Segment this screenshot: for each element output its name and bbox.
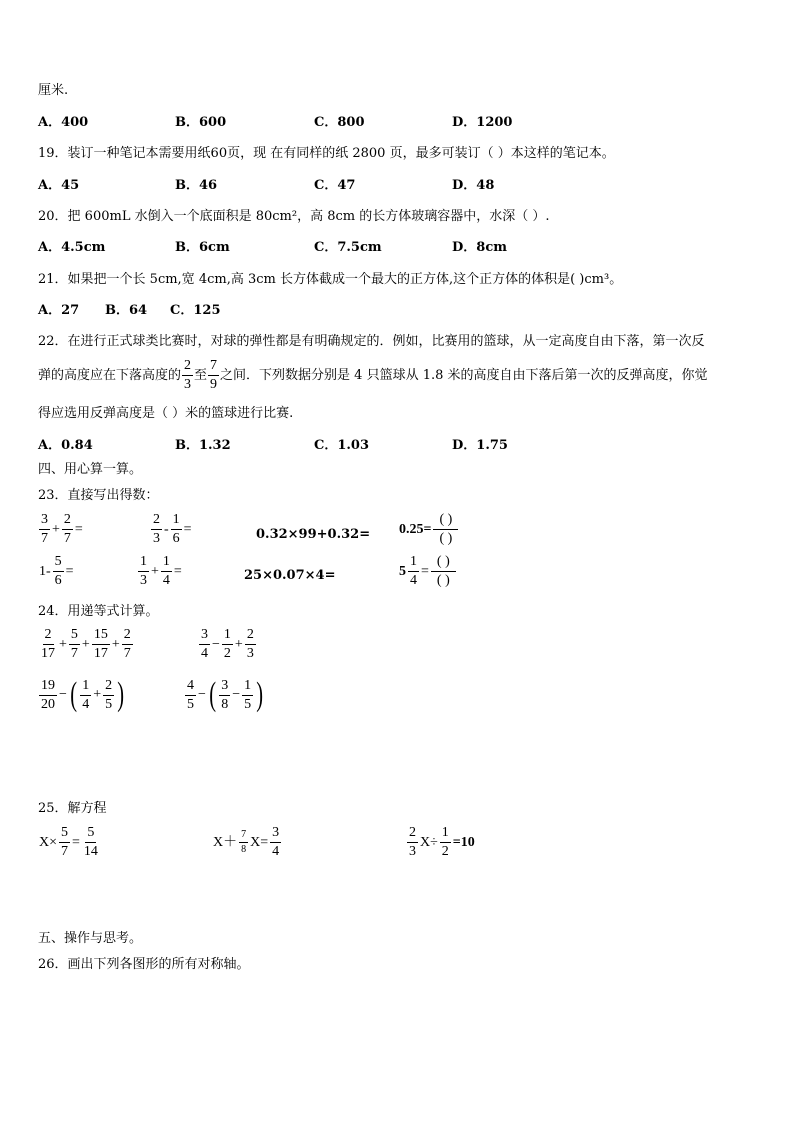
denominator: 3 bbox=[140, 573, 147, 588]
numerator: 2 bbox=[62, 513, 73, 530]
numerator: 1 bbox=[138, 555, 149, 572]
fraction bbox=[219, 679, 230, 712]
q20-option-b: B．6cm bbox=[175, 240, 230, 255]
operator: + bbox=[81, 636, 90, 652]
section-4-heading: 四、用心算一算。 bbox=[38, 462, 143, 477]
question-26: 26．画出下列各图形的所有对称轴。 bbox=[38, 957, 250, 972]
q23-item-f bbox=[137, 555, 183, 588]
q22-fraction-two-thirds bbox=[182, 359, 193, 392]
numerator: 2 bbox=[407, 826, 418, 843]
fraction bbox=[103, 679, 114, 712]
operator: − bbox=[212, 636, 220, 652]
numerator: 5 bbox=[59, 826, 70, 843]
denominator: 4 bbox=[201, 646, 208, 661]
numerator: 7 bbox=[239, 830, 248, 843]
numerator: 7 bbox=[208, 359, 219, 376]
fraction bbox=[407, 826, 418, 859]
question-20: 20．把 600mL 水倒入一个底面积是 80cm²，高 8cm 的长方体玻璃容器中，水深（ ）. bbox=[38, 209, 550, 224]
q25-equation-a bbox=[38, 826, 101, 859]
denominator: 4 bbox=[162, 573, 170, 588]
numerator: 1 bbox=[408, 555, 419, 572]
fraction bbox=[242, 679, 253, 712]
question-19: 19．装订一种笔记本需要用纸60页，现 在有同样的纸 2800 页，最多可装订（ ）本这样的笔记本。 bbox=[38, 146, 615, 161]
q18-option-b: B．600 bbox=[175, 115, 227, 130]
question-24: 24．用递等式计算。 bbox=[38, 604, 159, 619]
q22-text-b: 之间．下列数据分别是 4 只篮球从 1.8 米的高度自由下落后第一次的反弹高度，你觉 bbox=[220, 368, 708, 383]
numerator: 1 bbox=[242, 679, 253, 696]
denominator: 2 bbox=[441, 844, 449, 859]
denominator: 5 bbox=[244, 696, 252, 712]
question-22-line-3: 得应选用反弹高度是（ ）米的篮球进行比赛. bbox=[38, 406, 294, 421]
numerator: 5 bbox=[69, 628, 80, 645]
fraction bbox=[199, 628, 210, 661]
q20-option-d: D．8cm bbox=[452, 240, 507, 255]
fraction bbox=[59, 826, 70, 859]
numerator: 15 bbox=[92, 628, 110, 645]
question-25: 25．解方程 bbox=[38, 801, 107, 816]
numerator: 1 bbox=[80, 679, 91, 696]
operator: + bbox=[111, 636, 120, 652]
denominator-blank: ( ) bbox=[439, 531, 453, 546]
whole-part: 5 bbox=[399, 563, 406, 579]
lead: X＋ bbox=[213, 834, 238, 850]
q22-option-a: A．0.84 bbox=[38, 438, 93, 453]
lead: X× bbox=[39, 834, 58, 850]
denominator: 6 bbox=[172, 531, 180, 546]
q19-option-d: D．48 bbox=[452, 178, 495, 193]
q22-option-b: B．1.32 bbox=[175, 438, 231, 453]
middle: X÷ bbox=[420, 834, 438, 850]
equals: = bbox=[173, 563, 182, 579]
numerator: 2 bbox=[151, 513, 162, 530]
fraction bbox=[39, 679, 57, 712]
q23-item-c: 0.32×99+0.32= bbox=[256, 527, 371, 542]
numerator: 1 bbox=[440, 826, 451, 843]
denominator: 7 bbox=[70, 646, 78, 661]
equals: = bbox=[72, 834, 80, 850]
numerator: 4 bbox=[185, 679, 196, 696]
q18-option-a: A．400 bbox=[38, 115, 89, 130]
denominator: 4 bbox=[82, 696, 90, 712]
equals: = bbox=[74, 521, 83, 537]
numerator: 2 bbox=[43, 628, 54, 645]
fraction bbox=[39, 628, 57, 661]
denominator: 3 bbox=[153, 531, 160, 546]
question-23: 23．直接写出得数： bbox=[38, 488, 159, 503]
operator: − bbox=[198, 687, 206, 702]
q21-option-b: B．64 bbox=[105, 303, 148, 318]
denominator: 6 bbox=[54, 573, 62, 588]
fraction bbox=[161, 555, 172, 588]
fraction bbox=[239, 830, 248, 855]
equals: = bbox=[421, 563, 429, 579]
left-paren: ( bbox=[209, 676, 216, 713]
equals: = bbox=[65, 563, 74, 579]
operator: + bbox=[151, 563, 159, 579]
middle: X= bbox=[250, 834, 269, 850]
denominator: 4 bbox=[410, 573, 417, 588]
denominator: 3 bbox=[184, 377, 192, 392]
section-5-heading: 五、操作与思考。 bbox=[38, 931, 143, 946]
numerator: 19 bbox=[39, 679, 57, 696]
equals: = bbox=[183, 521, 192, 537]
denominator: 7 bbox=[61, 844, 69, 859]
numerator: 5 bbox=[85, 826, 96, 843]
q18-option-d: D．1200 bbox=[452, 115, 513, 130]
denominator: 7 bbox=[63, 531, 71, 546]
lead: 1- bbox=[39, 563, 51, 579]
question-22-line-2 bbox=[38, 356, 708, 396]
left-paren: ( bbox=[70, 676, 77, 713]
fraction bbox=[62, 513, 73, 546]
fraction bbox=[82, 826, 100, 859]
numerator: 2 bbox=[245, 628, 256, 645]
numerator-blank: ( ) bbox=[433, 513, 458, 530]
numerator: 2 bbox=[182, 359, 193, 376]
fraction bbox=[138, 555, 149, 588]
numerator: 2 bbox=[122, 628, 133, 645]
operator: - bbox=[164, 521, 169, 537]
fraction bbox=[92, 628, 110, 661]
numerator: 3 bbox=[199, 628, 210, 645]
fraction bbox=[80, 679, 91, 712]
q24-item-b bbox=[198, 628, 257, 661]
operator: − bbox=[232, 687, 241, 702]
numerator: 1 bbox=[222, 628, 233, 645]
denominator: 20 bbox=[41, 696, 55, 712]
lead: 0.25= bbox=[399, 521, 432, 537]
blank-fraction bbox=[431, 555, 456, 588]
right-paren: ) bbox=[256, 676, 264, 713]
operator: + bbox=[52, 521, 60, 537]
q24-item-c bbox=[38, 678, 126, 712]
blank-fraction bbox=[433, 513, 458, 546]
q20-option-c: C．7.5cm bbox=[314, 240, 382, 255]
q21-option-c: C．125 bbox=[170, 303, 221, 318]
numerator: 1 bbox=[171, 513, 182, 530]
denominator: 14 bbox=[83, 844, 98, 859]
denominator: 17 bbox=[93, 646, 108, 661]
q23-item-g: 25×0.07×4= bbox=[244, 568, 336, 583]
fraction bbox=[69, 628, 80, 661]
fraction bbox=[270, 826, 281, 859]
numerator: 3 bbox=[39, 513, 50, 530]
denominator: 17 bbox=[41, 646, 55, 661]
denominator: 5 bbox=[105, 696, 113, 712]
numerator: 2 bbox=[103, 679, 114, 696]
q23-item-e bbox=[38, 555, 75, 588]
q22-fraction-seven-ninths bbox=[208, 359, 219, 392]
fraction bbox=[185, 679, 196, 712]
fraction bbox=[122, 628, 133, 661]
q22-text-a: 弹的高度应在下落高度的 bbox=[38, 368, 182, 383]
q19-option-a: A．45 bbox=[38, 178, 80, 193]
q19-option-b: B．46 bbox=[175, 178, 218, 193]
fraction bbox=[440, 826, 451, 859]
q23-item-a bbox=[38, 513, 84, 546]
denominator: 5 bbox=[187, 696, 194, 712]
denominator-blank: ( ) bbox=[436, 573, 450, 588]
denominator: 3 bbox=[409, 844, 416, 859]
fraction bbox=[245, 628, 256, 661]
denominator: 8 bbox=[241, 844, 247, 855]
operator: + bbox=[59, 636, 67, 652]
q24-item-a bbox=[38, 628, 134, 661]
right-paren: ) bbox=[117, 676, 125, 713]
q25-equation-c bbox=[406, 826, 476, 859]
denominator: 2 bbox=[223, 646, 231, 661]
q24-item-d bbox=[184, 678, 265, 712]
q23-item-b bbox=[150, 513, 193, 546]
numerator: 3 bbox=[270, 826, 281, 843]
denominator: 3 bbox=[246, 646, 254, 661]
fraction bbox=[151, 513, 162, 546]
question-22-line-1: 22．在进行正式球类比赛时，对球的弹性都是有明确规定的．例如，比赛用的篮球，从一定高度自由下落，第一次反 bbox=[38, 334, 705, 349]
numerator: 3 bbox=[219, 679, 230, 696]
fraction bbox=[39, 513, 50, 546]
q23-item-h bbox=[398, 555, 457, 588]
denominator: 4 bbox=[272, 844, 280, 859]
q19-option-c: C．47 bbox=[314, 178, 356, 193]
denominator: 7 bbox=[123, 646, 131, 661]
q21-option-a: A．27 bbox=[38, 303, 80, 318]
q25-equation-b bbox=[212, 826, 282, 859]
denominator: 8 bbox=[221, 696, 229, 712]
fraction bbox=[408, 555, 419, 588]
q22-option-c: C．1.03 bbox=[314, 438, 370, 453]
denominator: 9 bbox=[210, 377, 218, 392]
fraction bbox=[53, 555, 64, 588]
operator: + bbox=[234, 636, 243, 652]
q22-text-mid: 至 bbox=[194, 368, 208, 383]
q20-option-a: A．4.5cm bbox=[38, 240, 106, 255]
q22-option-d: D．1.75 bbox=[452, 438, 508, 453]
question-21: 21．如果把一个长 5cm,宽 4cm,高 3cm 长方体截成一个最大的正方体,这个正方体的体积是( )cm³。 bbox=[38, 272, 623, 287]
operator: + bbox=[93, 687, 102, 702]
denominator: 7 bbox=[41, 531, 48, 546]
numerator-blank: ( ) bbox=[431, 555, 456, 572]
numerator: 5 bbox=[53, 555, 64, 572]
q18-option-c: C．800 bbox=[314, 115, 365, 130]
question-18-tail: 厘米. bbox=[38, 83, 69, 98]
tail: =10 bbox=[452, 834, 475, 850]
operator: − bbox=[59, 687, 67, 702]
q23-item-d bbox=[398, 513, 459, 546]
fraction bbox=[171, 513, 182, 546]
fraction bbox=[222, 628, 233, 661]
numerator: 1 bbox=[161, 555, 172, 572]
